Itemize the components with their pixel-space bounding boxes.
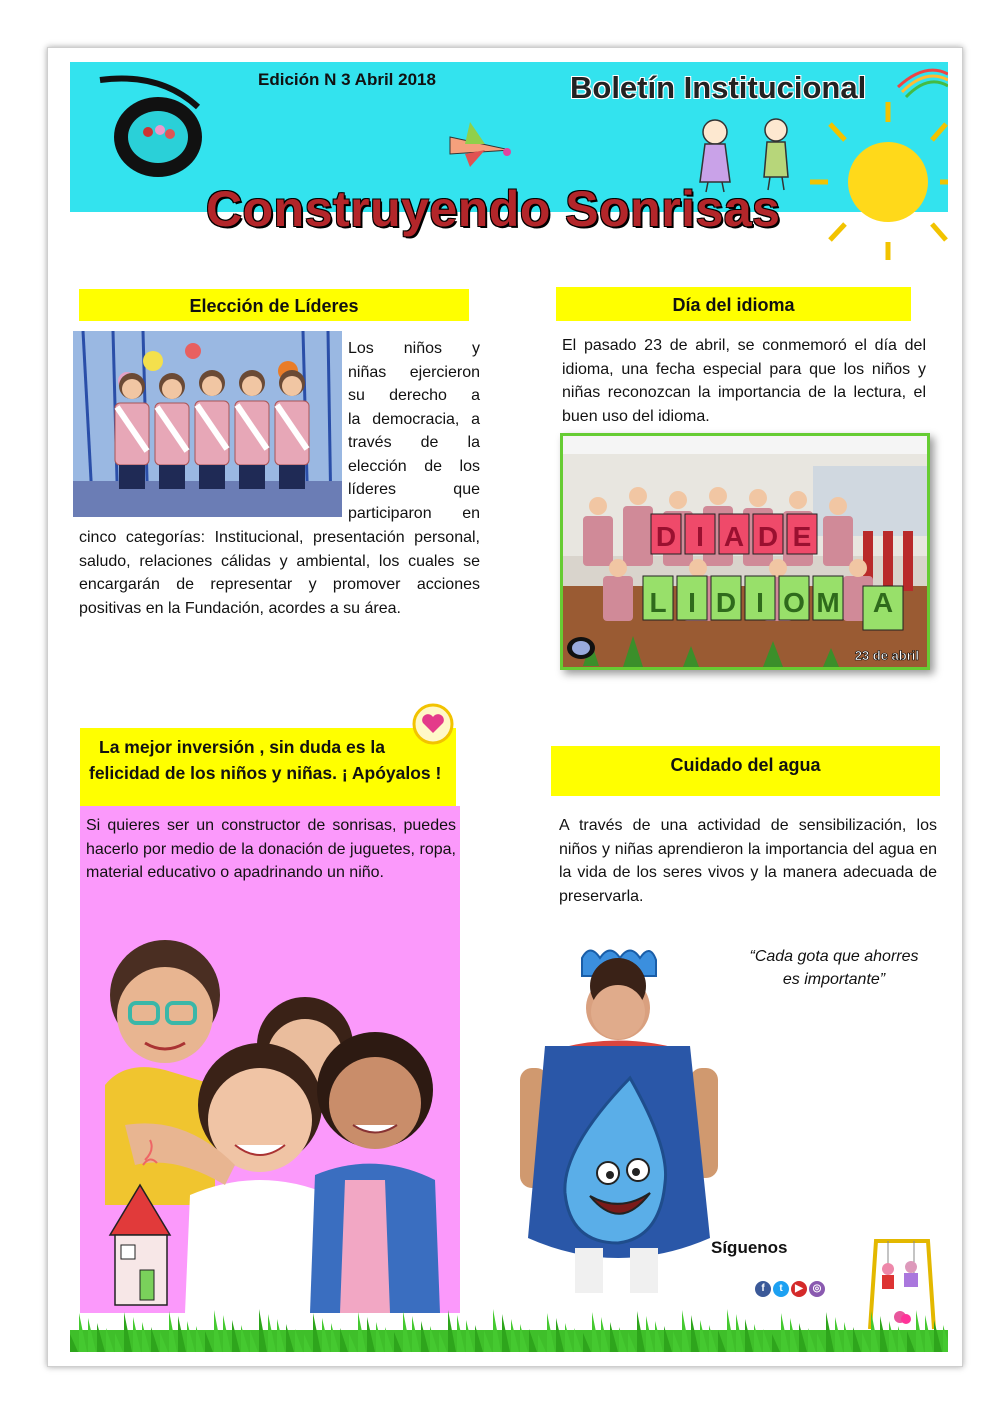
kids-hugging-photo: [95, 925, 460, 1313]
donation-text: Si quieres ser un constructor de sonrisas, puedes hacerlo por medio de la donación de juguetes, ropa, material educativo o apadrinando un niño.: [86, 817, 456, 881]
water-drop-costume-photo: [500, 938, 730, 1313]
water-quote: [738, 945, 930, 991]
leaders-line: través de la: [348, 434, 480, 451]
sign-letter: D: [757, 521, 779, 552]
leaders-photo: [73, 331, 342, 517]
edition-label: Edición N 3 Abril 2018: [258, 70, 436, 89]
sign-letter: D: [715, 587, 737, 618]
sign-letter: I: [756, 587, 764, 618]
water-text: A través de una actividad de sensibilización, los niños y niñas aprendieron la importancia del agua en la vida de los seres vivos y la manera adecuada de preservarla.: [559, 817, 937, 905]
leaders-line: su derecho a: [348, 387, 480, 404]
leaders-line: Los niños y: [348, 340, 480, 357]
youtube-icon[interactable]: ▶: [791, 1281, 807, 1297]
facebook-icon[interactable]: f: [755, 1281, 771, 1297]
rainbow-drawing-icon: [898, 70, 948, 97]
newsletter-title: Construyendo Sonrisas: [206, 181, 781, 237]
leaders-line: la democracia, a: [348, 410, 480, 428]
investment-heading: [80, 728, 456, 806]
sign-letter: I: [688, 587, 696, 618]
language-day-photo: [560, 433, 930, 670]
language-day-text: El pasado 23 de abril, se conmemoró el día del idioma, una fecha especial para que los niños y niñas reconozcan la importancia de la lectura, el buen uso del idioma.: [562, 337, 926, 425]
airplane-drawing-icon: [450, 122, 511, 167]
leaders-line: elección de los: [348, 457, 480, 475]
sign-letter: M: [816, 587, 840, 618]
instagram-icon[interactable]: ◎: [809, 1281, 825, 1297]
language-day-illustration: [563, 436, 927, 667]
sign-letter: A: [872, 587, 894, 618]
foundation-logo-icon: [100, 79, 202, 177]
sign-letter: E: [792, 521, 812, 552]
investment-heading-line2: felicidad de los niños y niñas. ¡ Apóyalos !: [89, 763, 442, 783]
bulletin-title: Boletín Institucional: [570, 70, 867, 105]
sign-letter: A: [723, 521, 745, 552]
sun-drawing-icon: [810, 102, 948, 260]
heart-stamp-icon: [410, 703, 456, 745]
investment-heading-line1: La mejor inversión , sin duda es la: [99, 737, 385, 757]
leaders-photo-illustration: [73, 331, 342, 517]
leaders-heading: Elección de Líderes: [79, 289, 469, 321]
water-quote-line2: es importante”: [782, 971, 886, 988]
sign-letter: L: [649, 587, 667, 618]
twitter-icon[interactable]: t: [773, 1281, 789, 1297]
leaders-line: niñas ejercieron: [348, 363, 480, 381]
sign-letter: O: [783, 587, 805, 618]
language-day-heading: Día del idioma: [556, 287, 911, 321]
sign-letter: D: [655, 521, 677, 552]
photo-caption: 23 de abril: [854, 648, 919, 663]
leaders-line: participaron en: [348, 504, 480, 522]
leaders-text-full: cinco categorías: Institucional, presentación personal, saludo, relaciones cálidas y ambiental, los cuales se encargarán de representar y promover acciones positivas en la Fundación, acordes a su área.: [79, 529, 480, 617]
leaders-text-wrap: [348, 337, 480, 525]
sign-letter: I: [696, 521, 704, 552]
leaders-line: líderes que: [348, 481, 480, 498]
grass-border: [70, 1290, 948, 1352]
follow-us-label: Síguenos: [711, 1238, 788, 1257]
water-quote-line1: “Cada gota que ahorres: [749, 948, 919, 965]
water-heading: Cuidado del agua: [551, 746, 940, 796]
